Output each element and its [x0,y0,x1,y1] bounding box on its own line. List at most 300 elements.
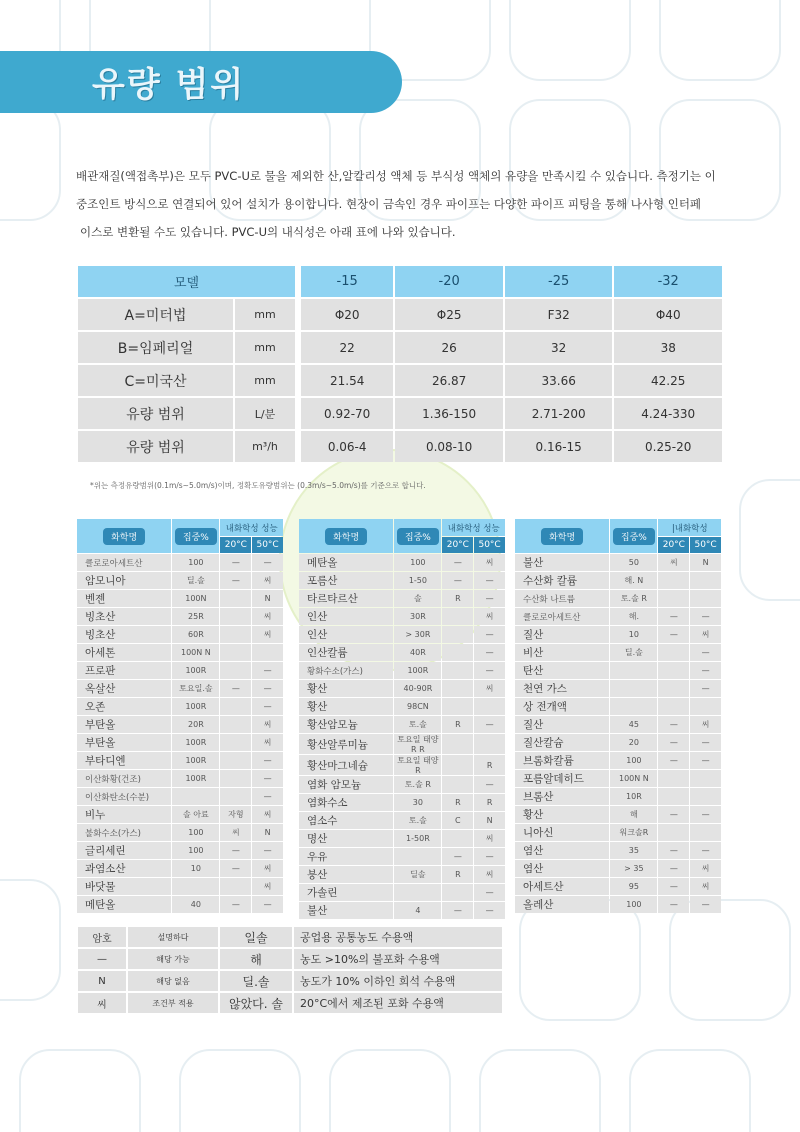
table-row [77,662,283,679]
table-row [515,662,721,679]
chem-name: 클로로아세트산 [77,554,171,571]
spec-cell: Φ20 [301,299,393,330]
intro-line: 중조인트 방식으로 연결되어 있어 설치가 용이합니다. 현장이 금속인 경우 파이프는 다양한 파이프 피팅을 통해 나사형 인터페 [76,197,702,211]
spec-cell: 22 [301,332,393,363]
chem-t50: 씨 [474,608,505,625]
chem-name: 브롬산 [515,788,609,805]
spec-row [78,398,722,429]
table-row [77,734,283,751]
chemical-table [514,518,722,914]
chem-t20: — [658,896,689,913]
chem-t50: — [252,896,283,913]
chem-conc: 1-50R [394,830,441,847]
chem-header-t20: 20°C [658,537,689,553]
chem-name: 황화수소(가스) [299,662,393,679]
chem-t50: — [690,806,721,823]
chem-header-t20: 20°C [442,537,473,553]
chem-t50: R [474,794,505,811]
chem-t20: — [220,554,251,571]
chem-t20: 씨 [658,554,689,571]
chem-t50: 씨 [252,806,283,823]
chem-t50: — [474,590,505,607]
table-row [515,590,721,607]
chem-name: 인산 [299,626,393,643]
table-row [77,806,283,823]
legend-code: 암호 [78,927,126,947]
legend-code-2: 딜.솔 [220,971,292,991]
chem-conc: 워크솔R [610,824,657,841]
table-row [77,752,283,769]
chem-t50: 씨 [474,554,505,571]
legend-code-2: 해 [220,949,292,969]
chem-t50 [690,788,721,805]
table-row [299,662,505,679]
table-row [77,626,283,643]
chem-name: 올레산 [515,896,609,913]
spec-header-col: -15 [301,266,393,297]
table-row [299,698,505,715]
chem-name: 불화수소(가스) [77,824,171,841]
chem-header-perf: 내화학성 성능 [220,519,283,536]
legend-desc: 조건부 적용 [128,993,218,1013]
chem-t20 [658,644,689,661]
spec-row-unit: mm [235,299,295,330]
chem-t50: N [252,590,283,607]
chem-t20 [658,680,689,697]
chem-name: 비누 [77,806,171,823]
chem-header-conc: 집중% [175,528,217,545]
table-row [299,716,505,733]
table-row [77,644,283,661]
chem-t20: — [658,806,689,823]
chem-name: 빙초산 [77,608,171,625]
table-row [299,794,505,811]
chem-conc: 10R [610,788,657,805]
chem-name: 포름산 [299,572,393,589]
chem-name: 메탄올 [299,554,393,571]
chem-t20 [658,572,689,589]
table-row [299,776,505,793]
chem-conc: 1-50 [394,572,441,589]
chem-t50: N [252,824,283,841]
chem-name: 클로로아세트산 [515,608,609,625]
chem-header-t20: 20°C [220,537,251,553]
spec-header-model: 모델 [78,266,295,297]
chem-conc: 100 [610,752,657,769]
table-row [299,734,505,754]
table-row [299,755,505,775]
chem-conc: 45 [610,716,657,733]
chem-t50: — [690,644,721,661]
chem-conc: 토.솔 [394,716,441,733]
chem-conc: 토.솔 R [610,590,657,607]
chem-t50: 씨 [252,878,283,895]
chem-t50: 씨 [474,680,505,697]
chem-conc: 100R [172,734,219,751]
chem-conc: 100R [172,752,219,769]
chem-name: 아세트산 [515,878,609,895]
chem-conc: 토.솔 R [394,776,441,793]
chem-conc: 40-90R [394,680,441,697]
chem-name: 황산 [515,806,609,823]
chem-t20 [442,776,473,793]
chem-conc: 35 [610,842,657,859]
chem-t50: — [690,680,721,697]
chem-conc: 토요일 태양 R [394,755,441,775]
chem-t20 [442,680,473,697]
chem-name: 황산알루미늄 [299,734,393,754]
table-row [515,716,721,733]
legend-code: — [78,949,126,969]
chem-conc: 20 [610,734,657,751]
chem-t20: — [442,902,473,919]
chem-t50: — [690,608,721,625]
chem-t50 [474,698,505,715]
chem-t50: — [252,752,283,769]
chem-name: 글리세린 [77,842,171,859]
chem-name: 부탄올 [77,716,171,733]
chem-t50: — [474,626,505,643]
chem-name: 타르타르산 [299,590,393,607]
chem-t20: 씨 [220,824,251,841]
chem-t20: — [658,608,689,625]
chem-conc: 100R [172,770,219,787]
table-row [515,554,721,571]
spec-row-unit: mm [235,332,295,363]
legend-desc: 해당 없음 [128,971,218,991]
table-row [299,884,505,901]
chem-t20 [442,626,473,643]
table-row [299,626,505,643]
table-row [299,848,505,865]
chem-t20 [220,698,251,715]
chem-conc: 100 [172,824,219,841]
legend-code: N [78,971,126,991]
table-row [515,644,721,661]
chem-name: 부타디엔 [77,752,171,769]
chem-conc: 솔 [394,590,441,607]
chem-name: 니아신 [515,824,609,841]
legend-desc-2: 20°C에서 제조된 포화 수용액 [294,993,502,1013]
table-row [77,608,283,625]
chem-name: 이산화황(건조) [77,770,171,787]
spec-cell: Φ40 [614,299,722,330]
chem-t20: — [658,734,689,751]
chem-t20: — [658,878,689,895]
chem-t20 [658,770,689,787]
chem-name: 빙초산 [77,626,171,643]
chem-conc: 딜.솔 [610,644,657,661]
spec-cell: Φ25 [395,299,503,330]
table-row [299,830,505,847]
chem-name: 질산 [515,626,609,643]
chem-t20: — [658,860,689,877]
spec-row-label: A=미터법 [78,299,233,330]
spec-row [78,299,722,330]
spec-cell: 26.87 [395,365,503,396]
chem-name: 탄산 [515,662,609,679]
spec-row-unit: m³/h [235,431,295,462]
chem-t50: — [474,572,505,589]
chemical-table [76,518,284,914]
chem-t50: N [474,812,505,829]
chem-t50 [690,572,721,589]
table-row [77,590,283,607]
spec-cell: 0.25-20 [614,431,722,462]
spec-cell: 0.16-15 [505,431,613,462]
chem-conc: 25R [172,608,219,625]
legend-code: 씨 [78,993,126,1013]
chem-t50: — [474,776,505,793]
table-row [77,716,283,733]
chem-t20 [220,716,251,733]
chem-name: 포름알데히드 [515,770,609,787]
chem-conc: 30 [394,794,441,811]
legend-code-2: 일솔 [220,927,292,947]
chem-t50 [474,734,505,754]
chem-name: 질산칼슘 [515,734,609,751]
chem-t20: R [442,866,473,883]
table-row [515,842,721,859]
table-row [515,752,721,769]
chem-t20: — [220,860,251,877]
chem-header-t50: 50°C [252,537,283,553]
chem-conc: 60R [172,626,219,643]
table-row [77,860,283,877]
table-row [515,572,721,589]
chem-conc: 95 [610,878,657,895]
spec-cell: 0.08-10 [395,431,503,462]
chem-name: 과염소산 [77,860,171,877]
chem-conc: 20R [172,716,219,733]
table-row [299,902,505,919]
chem-t50: 씨 [252,626,283,643]
chem-conc [610,698,657,715]
spec-row-label: 유량 범위 [78,398,233,429]
chem-name: 프로판 [77,662,171,679]
chem-conc: 토요일.솔 [172,680,219,697]
chem-t20 [220,752,251,769]
spec-row-unit: L/분 [235,398,295,429]
chem-t50: 씨 [252,608,283,625]
chem-conc: 98CN [394,698,441,715]
spec-cell: 0.92-70 [301,398,393,429]
chem-t50 [690,770,721,787]
table-row [515,734,721,751]
legend-row [78,993,502,1013]
table-row [77,698,283,715]
chem-conc: 100 [172,842,219,859]
chem-t20: — [442,572,473,589]
chem-name: 붕산 [299,866,393,883]
spec-cell: 38 [614,332,722,363]
intro-text [76,162,756,246]
chem-t20 [658,824,689,841]
chem-t50: — [474,902,505,919]
chem-name: 메탄올 [77,896,171,913]
chem-name: 상 전개액 [515,698,609,715]
table-row [299,590,505,607]
chem-t20: — [442,848,473,865]
spec-cell: F32 [505,299,613,330]
chem-conc [172,788,219,805]
chem-t20 [220,770,251,787]
table-row [77,770,283,787]
chem-t50: 씨 [474,866,505,883]
chem-name: 이산화탄소(수분) [77,788,171,805]
chem-t20 [220,734,251,751]
chem-name: 염화 암모늄 [299,776,393,793]
chem-name: 염산 [515,860,609,877]
chem-conc: 해. [610,608,657,625]
chem-t20 [220,626,251,643]
chem-conc [172,878,219,895]
intro-line: 이스로 변환될 수도 있습니다. PVC-U의 내식성은 아래 표에 나와 있습니다. [80,225,456,239]
legend-desc-2: 농도 >10%의 불포화 수용액 [294,949,502,969]
chem-t50 [690,698,721,715]
chem-t20 [442,755,473,775]
chem-t20: R [442,716,473,733]
chem-t20 [220,590,251,607]
chem-conc [394,848,441,865]
table-row [77,680,283,697]
chem-header-name: 화학명 [325,528,367,545]
chem-t50: — [252,770,283,787]
chem-header-row [515,519,721,536]
chem-name: 염소수 [299,812,393,829]
chem-conc [394,884,441,901]
chem-t50: 씨 [474,830,505,847]
chem-t50: N [690,554,721,571]
chem-t50: 씨 [690,878,721,895]
chem-header-row [299,519,505,536]
table-row [299,554,505,571]
chem-t50: 씨 [252,716,283,733]
table-row [77,842,283,859]
chem-t50: — [252,662,283,679]
chem-t20: — [220,572,251,589]
chem-t50: — [474,662,505,679]
spec-cell: 32 [505,332,613,363]
chem-t20 [658,698,689,715]
chem-t20: — [658,842,689,859]
chem-t20: — [658,626,689,643]
table-row [515,680,721,697]
chem-name: 불산 [515,554,609,571]
chem-conc: 10 [172,860,219,877]
spec-cell: 1.36-150 [395,398,503,429]
spec-cell: 42.25 [614,365,722,396]
chem-conc: 100N N [610,770,657,787]
chem-conc: 100R [172,662,219,679]
table-row [515,896,721,913]
spec-header-col: -20 [395,266,503,297]
chem-t20: — [220,896,251,913]
spec-row-label: 유량 범위 [78,431,233,462]
spec-cell: 0.06-4 [301,431,393,462]
chem-conc: 100 [394,554,441,571]
chem-conc: 토.솔 [394,812,441,829]
chem-t50: R [474,755,505,775]
chem-name: 옥살산 [77,680,171,697]
spec-row-label: C=미국산 [78,365,233,396]
table-row [515,698,721,715]
chem-conc: 100R [394,662,441,679]
table-row [515,608,721,625]
spec-header-col: -32 [614,266,722,297]
chem-t50: — [252,788,283,805]
chem-t20 [658,590,689,607]
chem-conc: 100N [172,590,219,607]
chem-t20 [220,644,251,661]
chem-t50: 씨 [690,716,721,733]
spec-cell: 33.66 [505,365,613,396]
chem-name: 황산 [299,698,393,715]
chem-t50 [690,824,721,841]
intro-line: 배관재질(액접촉부)은 모두 PVC-U로 물을 제외한 산,알칼리성 액체 등 부식성 액체의 유량을 만족시킬 수 있습니다. 측정기는 이 [76,169,716,183]
chem-t20 [442,884,473,901]
chem-conc: 10 [610,626,657,643]
table-row [515,860,721,877]
chem-header-name: 화학명 [103,528,145,545]
legend-code-2: 않았다. 솔 [220,993,292,1013]
table-row [299,572,505,589]
chem-t50 [252,644,283,661]
table-row [77,554,283,571]
chem-name: 부탄올 [77,734,171,751]
chem-t20: C [442,812,473,829]
chem-t20 [442,734,473,754]
chem-conc: 100N N [172,644,219,661]
chem-t50: — [690,662,721,679]
chem-name: 인산 [299,608,393,625]
chem-t50: — [690,896,721,913]
table-row [299,644,505,661]
chem-name: 명산 [299,830,393,847]
chem-t50: 씨 [252,860,283,877]
table-row [515,788,721,805]
chem-t50: — [690,734,721,751]
chem-header-conc: 집중% [397,528,439,545]
table-row [77,572,283,589]
chem-name: 우유 [299,848,393,865]
chem-t50: — [252,698,283,715]
chem-header-perf: 내화학성 성능 [442,519,505,536]
chem-t50: 씨 [690,860,721,877]
chem-conc: 40 [172,896,219,913]
spec-header-row [78,266,722,297]
table-row [77,878,283,895]
chem-conc: 딜.솔 [172,572,219,589]
spec-cell: 4.24-330 [614,398,722,429]
chem-name: 인산칼륨 [299,644,393,661]
chem-t20 [442,698,473,715]
legend-row [78,927,502,947]
spec-row [78,431,722,462]
spec-cell: 21.54 [301,365,393,396]
chem-t50: — [252,842,283,859]
spec-row-unit: mm [235,365,295,396]
chem-conc: 해 [610,806,657,823]
chem-conc: 50 [610,554,657,571]
chem-t20: R [442,590,473,607]
chem-conc: 100 [172,554,219,571]
chem-conc: 30R [394,608,441,625]
table-row [299,866,505,883]
spec-row-label: B=임페리얼 [78,332,233,363]
chem-t20: — [658,716,689,733]
legend-table [76,925,504,1015]
